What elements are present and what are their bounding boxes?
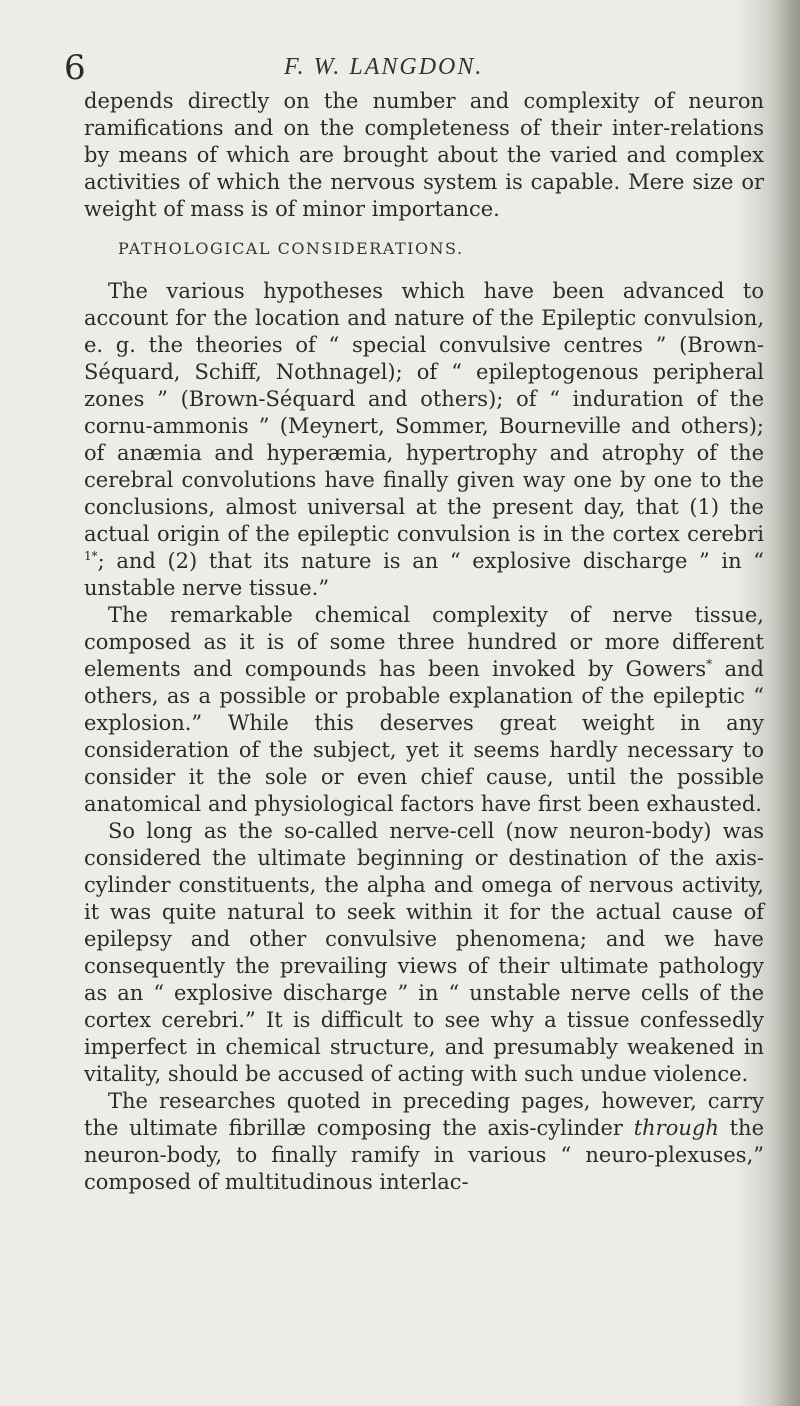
footnote-ref-2: * (706, 657, 713, 671)
paragraph-3-text: The remarkable chemical complexity of nerve tissue, composed as it is of some three hundred or more different elements and compounds has been invoked by Gowers (84, 603, 764, 681)
body-text (84, 88, 764, 1196)
running-head: F. W. LANGDON. (284, 54, 484, 80)
paragraph-2-text-cont: ; and (2) that its nature is an “ explosive discharge ” in “ unstable nerve tissue.” (84, 549, 764, 600)
footnote-ref-1: 1* (84, 549, 98, 563)
paragraph-3 (84, 602, 764, 818)
paragraph-1: depends directly on the number and complexity of neuron ramifications and on the completeness of their inter-relations by means of which are brought about the varied and complex activities of which the nervous system is capable. Mere size or weight of mass is of minor importance. (84, 89, 764, 221)
paragraph-5-text-cont: the neuron-body, to finally ramify in various “ neuro-plexuses,” composed of multitudinous interlac- (84, 1116, 764, 1194)
paragraph-5 (84, 1088, 764, 1196)
paragraph-3-text-cont: and others, as a possible or probable explanation of the epileptic “ explosion.” While this deserves great weight in any consideration of the subject, yet it seems hardly necessary to consider it the sole or even chief cause, until the possible anatomical and physiological factors have first been exhausted. (84, 657, 764, 816)
section-heading: PATHOLOGICAL CONSIDERATIONS. (118, 239, 464, 258)
paragraph-2 (84, 278, 764, 602)
emphasis-through: through (633, 1116, 719, 1140)
page-edge-shadow (772, 0, 800, 1406)
page-number: 6 (64, 48, 86, 88)
paragraph-4: So long as the so-called nerve-cell (now neuron-body) was considered the ultimate beginning or destination of the axis-cylinder constituents, the alpha and omega of nervous activity, it was quite natural to seek within it for the actual cause of epilepsy and other convulsive phenomena; and we have consequently the prevailing views of their ultimate pathology as an “ explosive discharge ” in “ unstable nerve cells of the cortex cerebri.” It is difficult to see why a tissue confessedly imperfect in chemical structure, and presumably weakened in vitality, should be accused of acting with such undue violence. (84, 819, 764, 1086)
paragraph-5-text: The researches quoted in preceding pages, however, carry the ultimate fibrillæ composing the axis-cylinder (84, 1089, 764, 1140)
paragraph-2-text: The various hypotheses which have been advanced to account for the location and nature of the Epileptic convulsion, e. g. the theories of “ special convulsive centres ” (Brown-Séquard, Schiff, Nothnagel); of “ epileptogenous peripheral zones ” (Brown-Séquard and others); of “ induration of the cornu-ammonis ” (Meynert, Sommer, Bourneville and others); of anæmia and hyperæmia, hypertrophy and atrophy of the cerebral convolutions have finally given way one by one to the conclusions, almost universal at the present day, that (1) the actual origin of the epileptic convulsion is in the cortex cerebri (84, 279, 764, 546)
page-header (64, 48, 754, 92)
